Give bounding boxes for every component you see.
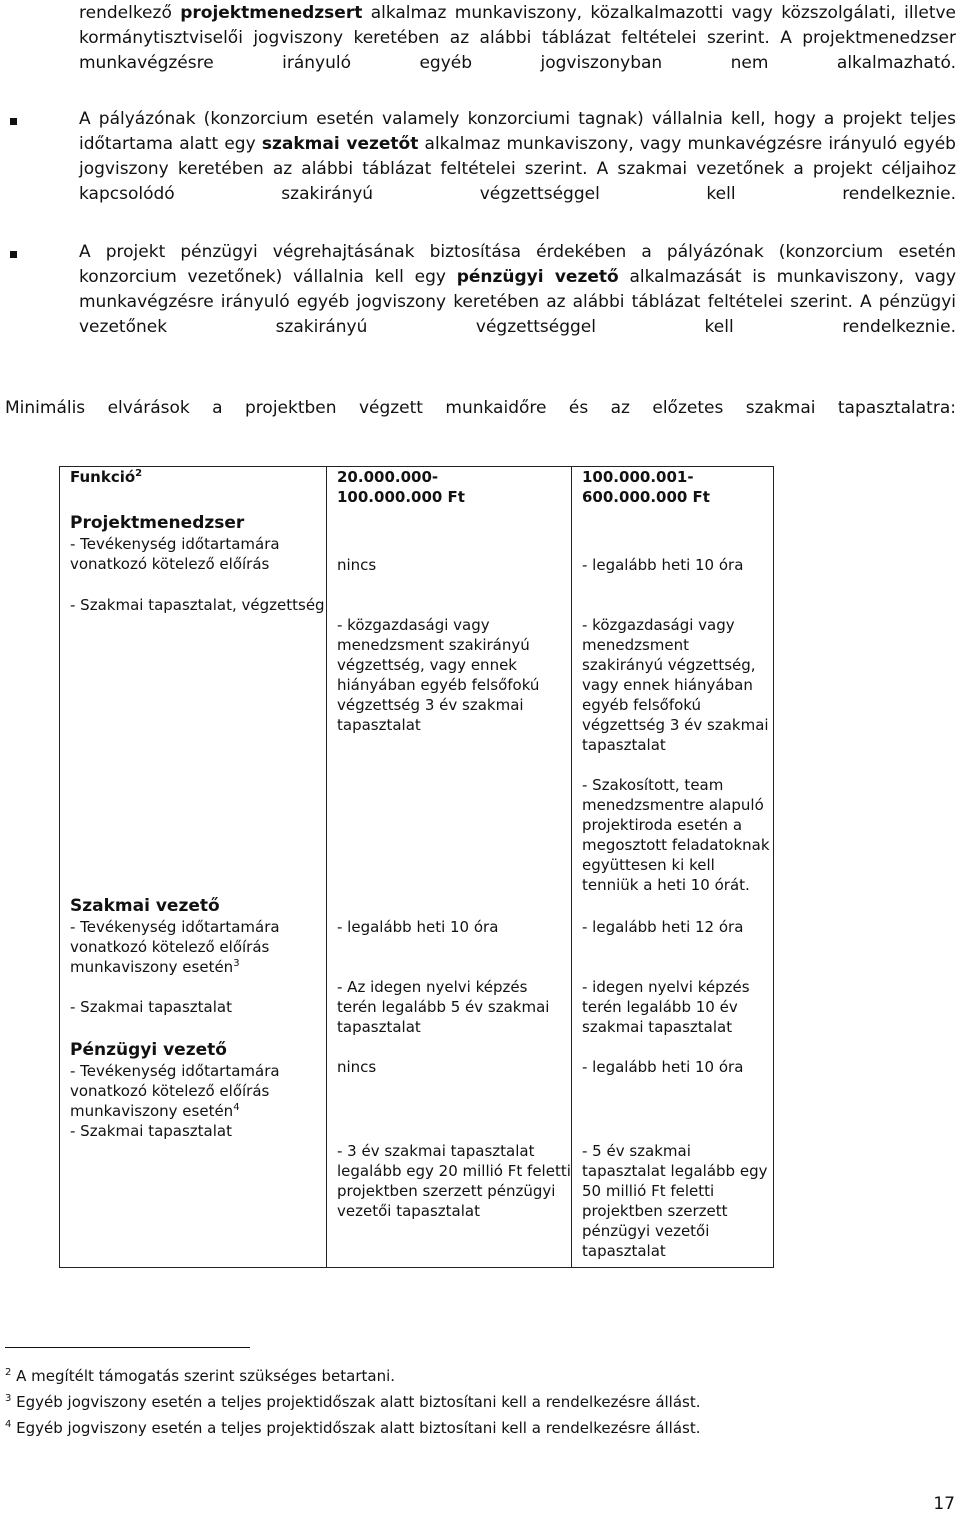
bullet-square-icon xyxy=(10,251,17,258)
pm-time-c2: - legalább heti 10 óra xyxy=(572,507,774,575)
intro-bold-projektmenedzser: projektmenedzsert xyxy=(180,3,363,23)
pm-exp-c1: - közgazdasági vagy menedzsment szakirányú végzettség, vagy ennek hiányában egyéb felsőfokú végzettség 3 év szakmai tapasztalat xyxy=(327,575,572,755)
role-projektmenedzser: Projektmenedzser xyxy=(70,513,245,533)
bullet-paragraph-penzugyi-vezeto xyxy=(79,240,956,365)
pv-exp-c2: - 5 év szakmai tapasztalat legalább egy 50 millió Ft feletti projektben szerzett pénzügyi vezetői tapasztalat xyxy=(572,1121,774,1268)
pv-time-label: - Tevékenység időtartamára vonatkozó kötelező előírás munkaviszony esetén$^4$ xyxy=(70,1062,280,1120)
bullet-square-icon xyxy=(10,118,17,125)
table-row xyxy=(60,755,774,895)
minimal-text: Minimális elvárások a projektben végzett munkaidőre és az előzetes szakmai tapasztalatra: xyxy=(5,398,956,418)
bullet-1-bold: szakmai vezetőt xyxy=(261,134,419,154)
bullet-2-bold: pénzügyi vezető xyxy=(456,267,619,287)
minimal-requirements-paragraph xyxy=(5,396,956,446)
intro-text-rest: alkalmaz munkaviszony, közalkalmazotti vagy közszolgálati, illetve kormánytisztviselői jogviszony keretében az alábbi táblázat feltételei szerint. A projektmenedzser munkavégzésre irányuló egyéb jogviszonyban nem alkalmazható. xyxy=(79,3,957,73)
page-number: 17 xyxy=(933,1494,955,1514)
bullet-1-post: alkalmaz munkaviszony, vagy munkavégzésre irányuló egyéb jogviszony keretében az alábbi táblázat feltételei szerint. A szakmai vezetőnek a projekt céljaihoz kapcsolódó szakirányú végzettséggel kell rendelkeznie. xyxy=(79,134,956,204)
empty-cell xyxy=(327,755,572,895)
pm-time-label: - Tevékenység időtartamára vonatkozó kötelező előírás xyxy=(70,535,280,573)
bullet-2-post: alkalmazását is munkaviszony, vagy munkavégzésre irányuló egyéb jogviszony keretében az alábbi táblázat feltételei szerint. A pénzügyi vezetőnek szakirányú végzettséggel kell rendelkeznie. xyxy=(79,267,957,337)
table-row xyxy=(60,1121,774,1268)
pm-time-c1: nincs xyxy=(327,507,572,575)
footnote-divider xyxy=(5,1347,250,1348)
pv-role-cell xyxy=(60,1037,327,1121)
pm-extra-c2: - Szakosított, team menedzsmentre alapuló projektiroda esetén a megosztott feladatoknak együttesen ki kell tenniük a heti 10 órát. xyxy=(572,755,774,895)
pm-exp-label: - Szakmai tapasztalat, végzettség xyxy=(60,575,327,755)
footnote-2: $^2$ A megítélt támogatás szerint szükséges betartani. xyxy=(5,1367,396,1385)
table-row xyxy=(60,1037,774,1121)
role-penzugyi-vezeto: Pénzügyi vezető xyxy=(70,1040,227,1060)
table-header-row xyxy=(60,467,774,508)
table-row xyxy=(60,977,774,1037)
header-funkcio: Funkció$^2$ xyxy=(60,467,327,508)
sv-role-cell xyxy=(60,895,327,977)
sv-time-c2: - legalább heti 12 óra xyxy=(572,895,774,977)
header-col-100m-600m: 100.000.001- 600.000.000 Ft xyxy=(572,467,774,508)
empty-cell xyxy=(60,755,327,895)
pv-exp-c1: - 3 év szakmai tapasztalat legalább egy 20 millió Ft feletti projektben szerzett pénzügyi vezetői tapasztalat xyxy=(327,1121,572,1268)
pv-exp-label: - Szakmai tapasztalat xyxy=(60,1121,327,1268)
sv-exp-c2: - idegen nyelvi képzés terén legalább 10 év szakmai tapasztalat xyxy=(572,977,774,1037)
sv-exp-label: - Szakmai tapasztalat xyxy=(60,977,327,1037)
bullet-paragraph-szakmai-vezeto xyxy=(79,107,956,232)
pm-role-cell xyxy=(60,507,327,575)
pv-time-c1: nincs xyxy=(327,1037,572,1121)
table-row xyxy=(60,507,774,575)
table-row xyxy=(60,895,774,977)
sv-exp-c1: - Az idegen nyelvi képzés terén legalább 5 év szakmai tapasztalat xyxy=(327,977,572,1037)
intro-text-a: rendelkező xyxy=(79,3,181,23)
requirements-table xyxy=(59,466,774,1268)
bullet-1-pre: A pályázónak (konzorcium esetén valamely konzorciumi tagnak) vállalnia kell, hogy a projekt teljes időtartama alatt egy xyxy=(79,109,956,154)
pv-time-c2: - legalább heti 10 óra xyxy=(572,1037,774,1121)
header-col-20m-100m: 20.000.000- 100.000.000 Ft xyxy=(327,467,572,508)
sv-time-label: - Tevékenység időtartamára vonatkozó kötelező előírás munkaviszony esetén$^3$ xyxy=(70,918,280,976)
intro-paragraph xyxy=(79,1,956,101)
footnote-4: $^4$ Egyéb jogviszony esetén a teljes projektidőszak alatt biztosítani kell a rendelkezésre állást. xyxy=(5,1419,701,1437)
footnote-3: $^3$ Egyéb jogviszony esetén a teljes projektidőszak alatt biztosítani kell a rendelkezésre állást. xyxy=(5,1393,701,1411)
pm-exp-c2: - közgazdasági vagy menedzsment szakirányú végzettség, vagy ennek hiányában egyéb felsőfokú végzettség 3 év szakmai tapasztalat xyxy=(572,575,774,755)
table-row xyxy=(60,575,774,755)
role-szakmai-vezeto: Szakmai vezető xyxy=(70,896,220,916)
sv-time-c1: - legalább heti 10 óra xyxy=(327,895,572,977)
bullet-2-pre: A projekt pénzügyi végrehajtásának biztosítása érdekében a pályázónak (konzorcium esetén konzorcium vezetőnek) vállalnia kell egy xyxy=(79,242,956,287)
